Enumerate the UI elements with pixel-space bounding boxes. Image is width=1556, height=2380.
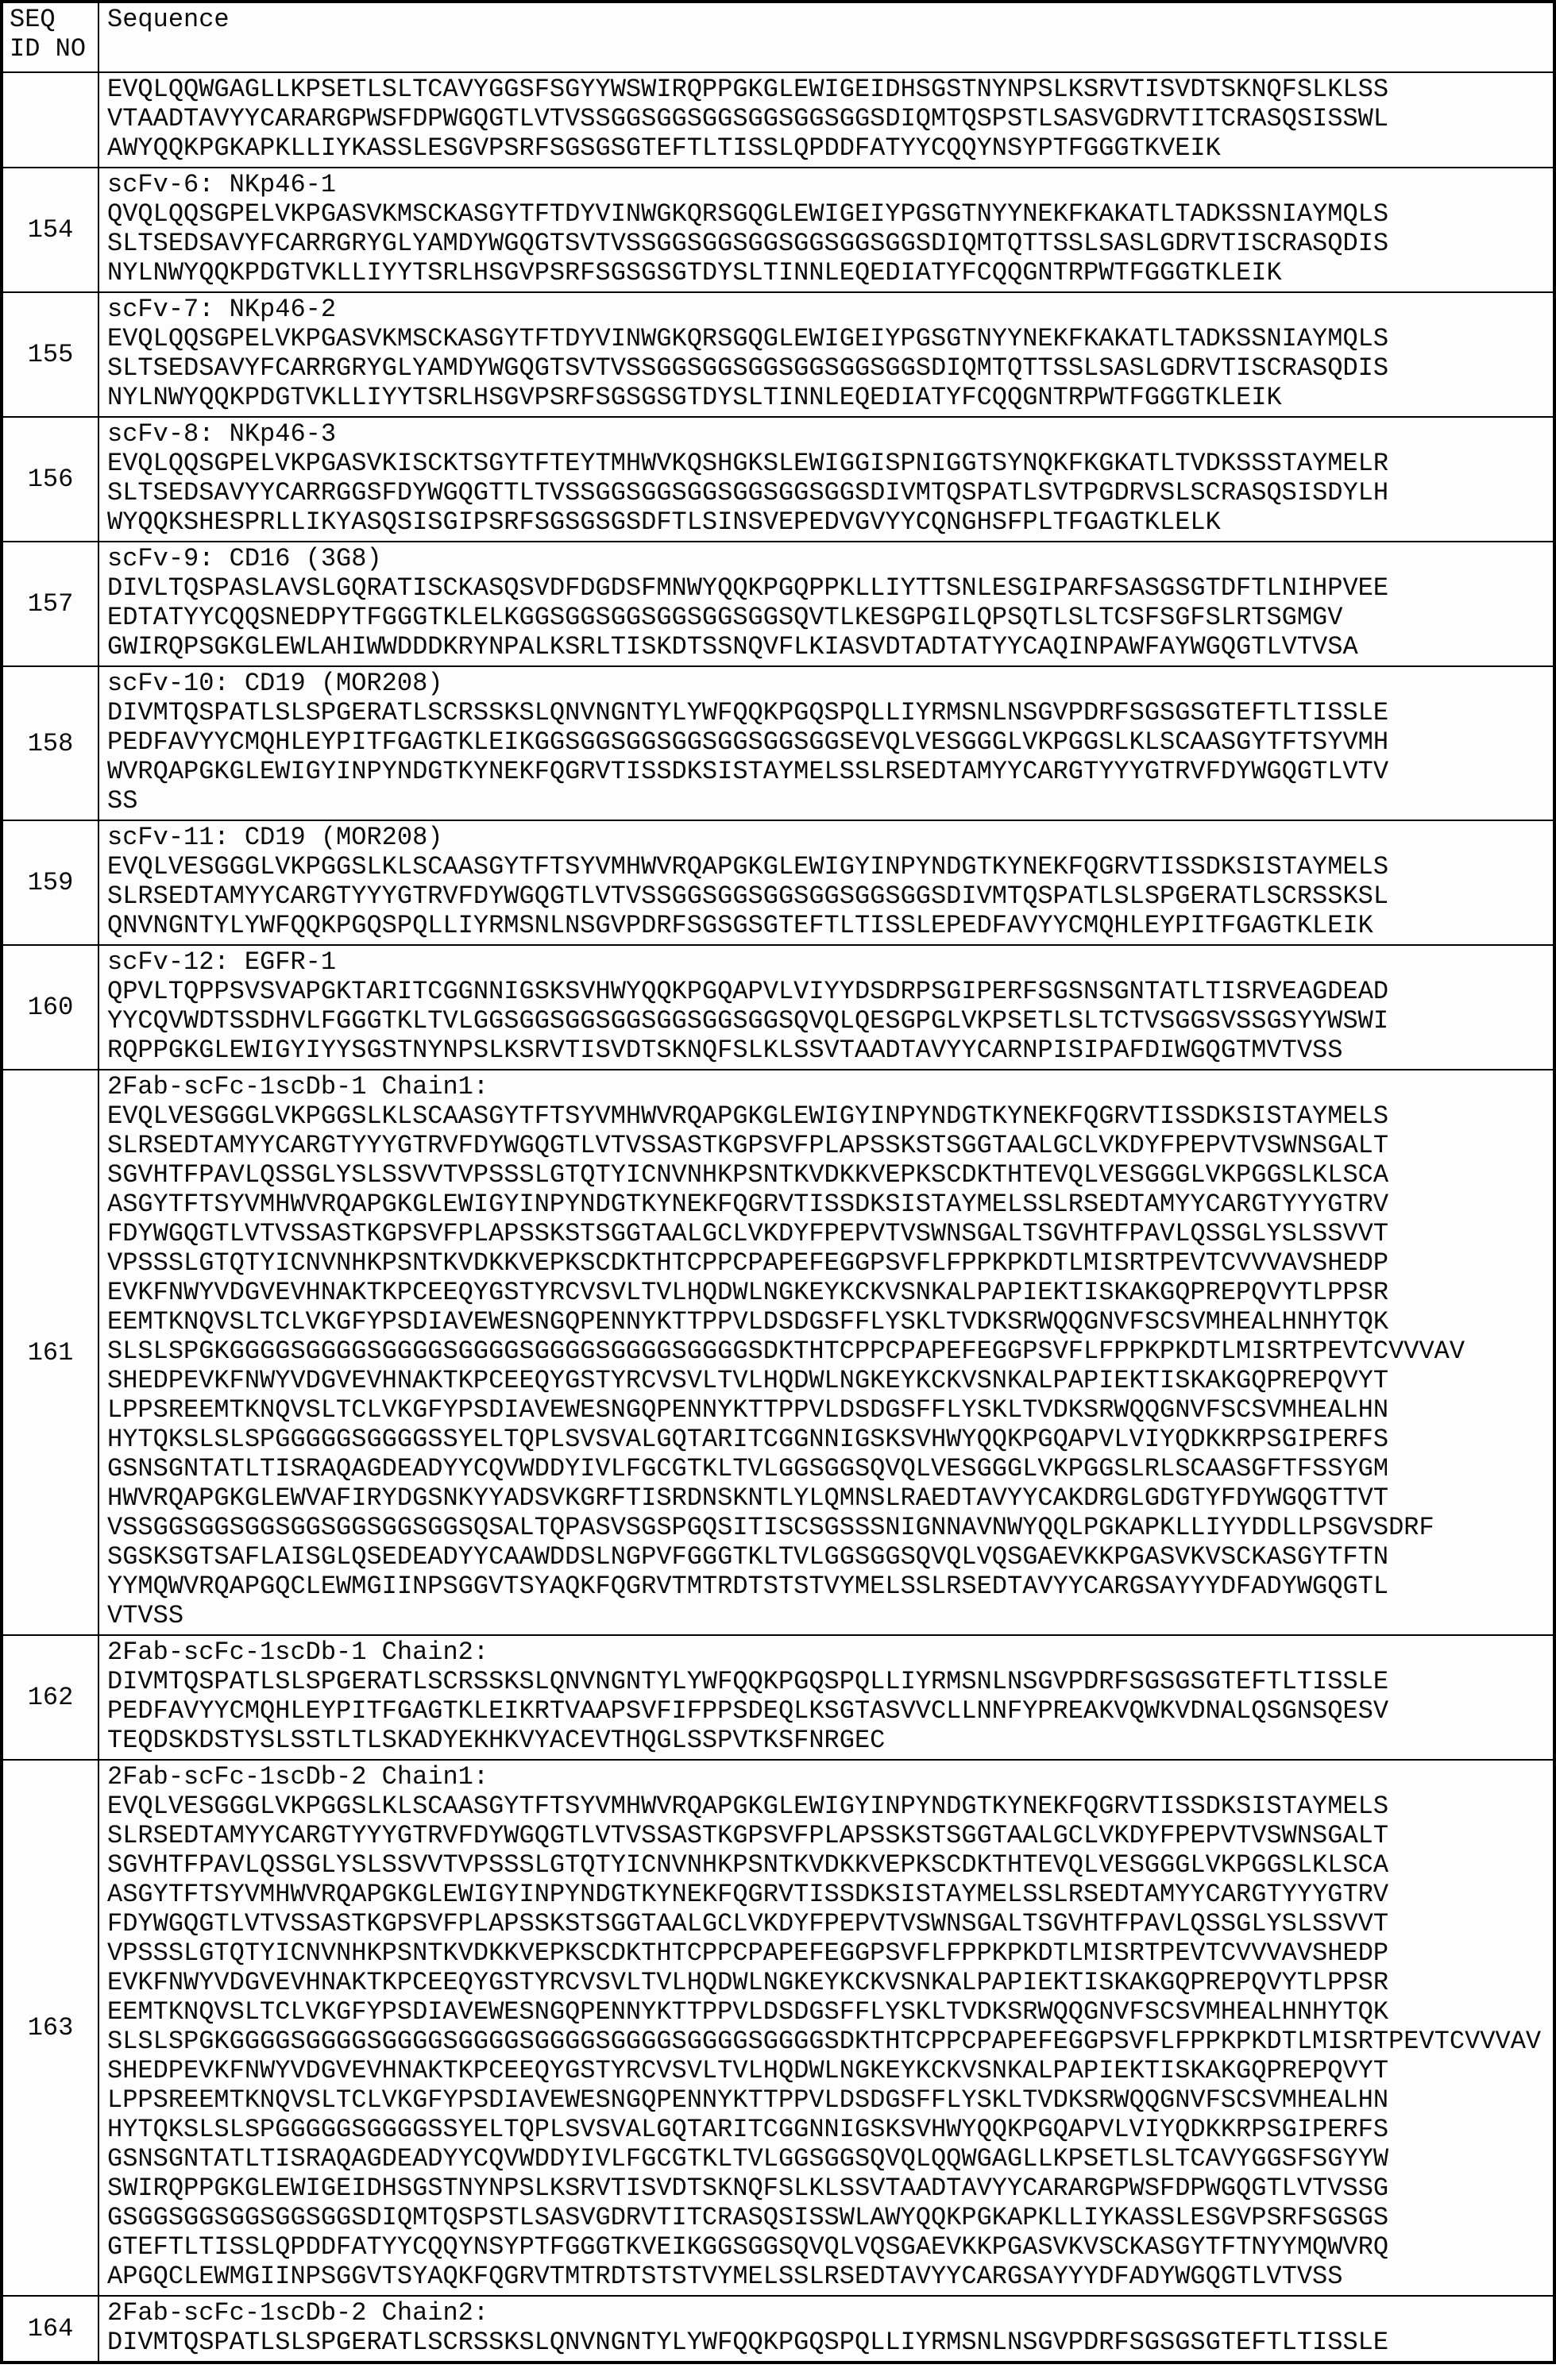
construct-label: scFv-8: NKp46-3 — [107, 419, 337, 449]
amino-acid-sequence: EVQLVESGGGLVKPGGSLKLSCAASGYTFTSYVMHWVRQAPGKGLEWIGYINPYNDGTKYNEKFQGRVTISSDKSISTAYMELS SLRSEDTAMYYCARGTYYYGTRVFDYWGQGTLVTVSSASTKGPSVFPLAPSSKSTSGGTAALGCLVKDYFPEPVTVSWNSGALT SGVHTFPAVLQSSGLYSLSSVVTVPSSSLGTQTYICNVNHKPSNTKVDKKVEPKSCDKTHTEVQLVESGGGLVKPGGSLKLSCA ASGYTFTSYVMHWVRQAPGKGLEWIGYINPYNDGTKYNEKFQGRVTISSDKSISTAYMELSSLRSEDTAMYYCARGTYYYGTRV FDYWGQGTLVTVSSASTKGPSVFPLAPSSKSTSGGTAALGCLVKDYFPEPVTVSWNSGALTSGVHTFPAVLQSSGLYSLSSVVT VPSSSLGTQTYICNVNHKPSNTKVDKKVEPKSCDKTHTCPPCPAPEFEGGPSVFLFPPKPKDTLMISRTPEVTCVVVAVSHEDP EVKFNWYVDGVEVHNAKTKPCEEQYGSTYRCVSVLTVLHQDWLNGKEYKCKVSNKALPAPIEKTISKAKGQPREPQVYTLPPSR EEMTKNQVSLTCLVKGFYPSDIAVEWESNGQPENNYKTTPPVLDSDGSFFLYSKLTVDKSRWQQGNVFSCSVMHEALHNHYTQK SLSLSPGKGGGGSGGGGSGGGGSGGGGSGGGGSGGGGSGGGGSGGGGSDKTHTCPPCPAPEFEGGPSVFLFPPKPKDTLMISRTPEVTCVVVAV SHEDPEVKFNWYVDGVEVHNAKTKPCEEQYGSTYRCVSVLTVLHQDWLNGKEYKCKVSNKALPAPIEKTISKAKGQPREPQVYT LPPSREEMTKNQVSLTCLVKGFYPSDIAVEWESNGQPENNYKTTPPVLDSDGSFFLYSKLTVDKSRWQQGNVFSCSVMHEALHN HYTQKSLSLSPGGGGGSGGGGSSYELTQPLSVSVALGQTARITCGGNNIGSKSVHWYQQKPGQAPVLVIYQDKKRPSGIPERFS GSNSGNTATLTISRAQAGDEADYYCQVWDDYIVLFGCGTKLTVLGGSGGSQVQLQQWGAGLLKPSETLSLTCAVYGGSFSGYYW SWIRQPPGKGLEWIGEIDHSGSTNYNPSLKSRVTISVDTSKNQFSLKLSSVTAADTAVYYCARARGPWSFDPWGQGTLVTVSSG GSGGSGGSGGSGGSGGSDIQMTQSPSTLSASVGDRVTITCRASQSISSWLAWYQQKPGKAPKLLIYKASSLESGVPSRFSGSGS GTEFTLTISSLQPDDFATYYCQQYNSYPTFGGGTKVEIKGGSGGSQVQLVQSGAEVKKPGASVKVSCKASGYTFTNYYMQWVRQ APGQCLEWMGIINPSGGVTSYAQKFQGRVTMTRDTSTSTVYMELSSLRSEDTAVYYCARGSAYYYDFADYWGQGTLVTVSS — [107, 1792, 1542, 2291]
construct-label: 2Fab-scFc-1scDb-2 Chain2: — [107, 2298, 489, 2328]
sequence-cell — [98, 542, 1554, 666]
sequence-row — [2, 1760, 1554, 2296]
construct-label: scFv-6: NKp46-1 — [107, 170, 337, 199]
sequence-cell — [98, 820, 1554, 945]
seq-id-column-header: SEQ ID NO — [2, 2, 98, 72]
sequence-cell — [98, 168, 1554, 292]
sequence-cell — [98, 1760, 1554, 2296]
amino-acid-sequence: QPVLTQPPSVSVAPGKTARITCGGNNIGSKSVHWYQQKPGQAPVLVIYYDSDRPSGIPERFSGSNSGNTATLTISRVEAGDEAD YYCQVWDTSSDHVLFGGGTKLTVLGGSGGSGGSGGSGGSGGSGGSQVQLQESGPGLVKPSETLSLTCTVSGGSVSSGSYYWSWI RQPPGKGLEWIGYIYYSGSTNYNPSLKSRVTISVDTSKNQFSLKLSSVTAADTAVYYCARNPISIPAFDIWGQGTMVTVSS — [107, 977, 1389, 1065]
sequence-row — [2, 1070, 1554, 1635]
construct-label: scFv-12: EGFR-1 — [107, 947, 337, 977]
amino-acid-sequence: DIVMTQSPATLSLSPGERATLSCRSSKSLQNVNGNTYLYWFQQKPGQSPQLLIYRMSNLNSGVPDRFSGSGSGTEFTLTISSLE PEDFAVYYCMQHLEYPITFGAGTKLEIKRTVAAPSVFIFPPSDEQLKSGTASVVCLLNNFYPREAKVQWKVDNALQSGNSQESV TEQDSKDSTYSLSSTLTLSKADYEKHKVYACEVTHQGLSSPVTKSFNRGEC — [107, 1667, 1389, 1755]
seq-id-cell: 162 — [2, 1635, 98, 1760]
seq-id-cell: 157 — [2, 542, 98, 666]
construct-label: scFv-11: CD19 (MOR208) — [107, 823, 443, 852]
sequence-cell — [98, 2296, 1554, 2363]
sequence-row — [2, 666, 1554, 820]
sequence-cell — [98, 666, 1554, 820]
sequence-row — [2, 1635, 1554, 1760]
amino-acid-sequence: EVQLQQSGPELVKPGASVKMSCKASGYTFTDYVINWGKQRSGQGLEWIGEIYPGSGTNYYNEKFKAKATLTADKSSNIAYMQLS SLTSEDSAVYFCARRGRYGLYAMDYWGQGTSVTVSSGGSGGSGGSGGSGGSGGSDIQMTQTTSSLSASLGDRVTISCRASQDIS NYLNWYQQKPDGTVKLLIYYTSRLHSGVPSRFSGSGSGTDYSLTINNLEQEDIATYFCQQGNTRPWTFGGGTKLEIK — [107, 324, 1389, 412]
amino-acid-sequence: EVQLVESGGGLVKPGGSLKLSCAASGYTFTSYVMHWVRQAPGKGLEWIGYINPYNDGTKYNEKFQGRVTISSDKSISTAYMELS SLRSEDTAMYYCARGTYYYGTRVFDYWGQGTLVTVSSASTKGPSVFPLAPSSKSTSGGTAALGCLVKDYFPEPVTVSWNSGALT SGVHTFPAVLQSSGLYSLSSVVTVPSSSLGTQTYICNVNHKPSNTKVDKKVEPKSCDKTHTEVQLVESGGGLVKPGGSLKLSCA ASGYTFTSYVMHWVRQAPGKGLEWIGYINPYNDGTKYNEKFQGRVTISSDKSISTAYMELSSLRSEDTAMYYCARGTYYYGTRV FDYWGQGTLVTVSSASTKGPSVFPLAPSSKSTSGGTAALGCLVKDYFPEPVTVSWNSGALTSGVHTFPAVLQSSGLYSLSSVVT VPSSSLGTQTYICNVNHKPSNTKVDKKVEPKSCDKTHTCPPCPAPEFEGGPSVFLFPPKPKDTLMISRTPEVTCVVVAVSHEDP EVKFNWYVDGVEVHNAKTKPCEEQYGSTYRCVSVLTVLHQDWLNGKEYKCKVSNKALPAPIEKTISKAKGQPREPQVYTLPPSR EEMTKNQVSLTCLVKGFYPSDIAVEWESNGQPENNYKTTPPVLDSDGSFFLYSKLTVDKSRWQQGNVFSCSVMHEALHNHYTQK SLSLSPGKGGGGSGGGGSGGGGSGGGGSGGGGSGGGGSGGGGSDKTHTCPPCPAPEFEGGPSVFLFPPKPKDTLMISRTPEVTCVVVAV SHEDPEVKFNWYVDGVEVHNAKTKPCEEQYGSTYRCVSVLTVLHQDWLNGKEYKCKVSNKALPAPIEKTISKAKGQPREPQVYT LPPSREEMTKNQVSLTCLVKGFYPSDIAVEWESNGQPENNYKTTPPVLDSDGSFFLYSKLTVDKSRWQQGNVFSCSVMHEALHN HYTQKSLSLSPGGGGGSGGGGSSYELTQPLSVSVALGQTARITCGGNNIGSKSVHWYQQKPGQAPVLVIYQDKKRPSGIPERFS GSNSGNTATLTISRAQAGDEADYYCQVWDDYIVLFGCGTKLTVLGGSGGSQVQLVESGGGLVKPGGSLRLSCAASGFTFSSYGM HWVRQAPGKGLEWVAFIRYDGSNKYYADSVKGRFTISRDNSKNTLYLQMNSLRAEDTAVYYCAKDRGLGDGTYFDYWGQGTTVT VSSGGSGGSGGSGGSGGSGGSGGSQSALTQPASVSGSPGQSITISCSGSSSNIGNNAVNWYQQLPGKAPKLLIYYDDLLPSGVSDRF SGSKSGTSAFLAISGLQSEDEADYYCAAWDDSLNGPVFGGGTKLTVLGGSGGSQVQLVQSGAEVKKPGASVKVSCKASGYTFTN YYMQWVRQAPGQCLEWMGIINPSGGVTSYAQKFQGRVTMTRDTSTSTVYMELSSLRSEDTAVYYCARGSAYYYDFADYWGQGTL VTVSS — [107, 1101, 1465, 1630]
construct-label: 2Fab-scFc-1scDb-1 Chain1: — [107, 1072, 489, 1101]
amino-acid-sequence: EVQLQQSGPELVKPGASVKISCKTSGYTFTEYTMHWVKQSHGKSLEWIGGISPNIGGTSYNQKFKGKATLTVDKSSSTAYMELR SLTSEDSAVYYCARRGGSFDYWGQGTTLTVSSGGSGGSGGSGGSGGSGGSDIVMTQSPATLSVTPGDRVSLSCRASQSISDYLH WYQQKSHESPRLLIKYASQSISGIPSRFSGSGSGSDFTLSINSVEPEDVGVYYCQNGHSFPLTFGAGTKLELK — [107, 449, 1389, 537]
sequence-cell — [98, 417, 1554, 542]
seq-id-cell: 156 — [2, 417, 98, 542]
construct-label: scFv-9: CD16 (3G8) — [107, 544, 382, 573]
amino-acid-sequence: DIVMTQSPATLSLSPGERATLSCRSSKSLQNVNGNTYLYWFQQKPGQSPQLLIYRMSNLNSGVPDRFSGSGSGTEFTLTISSLE PEDFAVYYCMQHLEYPITFGAGTKLEIKGGSGGSGGSGGSGGSGGSGGSEVQLVESGGGLVKPGGSLKLSCAASGYTFTSYVMH WVRQAPGKGLEWIGYINPYNDGTKYNEKFQGRVTISSDKSISTAYMELSSLRSEDTAMYYCARGTYYYGTRVFDYWGQGTLVTV SS — [107, 698, 1389, 816]
seq-id-cell — [2, 72, 98, 168]
sequence-row — [2, 417, 1554, 542]
sequence-cell — [98, 72, 1554, 168]
sequence-cell — [98, 292, 1554, 417]
header-row — [2, 2, 1554, 72]
sequence-row — [2, 2296, 1554, 2363]
sequence-row — [2, 542, 1554, 666]
seq-id-cell: 164 — [2, 2296, 98, 2363]
sequence-row — [2, 168, 1554, 292]
construct-label: scFv-10: CD19 (MOR208) — [107, 669, 443, 698]
seq-id-cell: 158 — [2, 666, 98, 820]
seq-id-cell: 163 — [2, 1760, 98, 2296]
sequence-column-header: Sequence — [98, 2, 1554, 72]
sequence-cell — [98, 1635, 1554, 1760]
sequence-row — [2, 820, 1554, 945]
amino-acid-sequence: EVQLVESGGGLVKPGGSLKLSCAASGYTFTSYVMHWVRQAPGKGLEWIGYINPYNDGTKYNEKFQGRVTISSDKSISTAYMELS SLRSEDTAMYYCARGTYYYGTRVFDYWGQGTLVTVSSGGSGGSGGSGGSGGSGGSDIVMTQSPATLSLSPGERATLSCRSSKSL QNVNGNTYLYWFQQKPGQSPQLLIYRMSNLNSGVPDRFSGSGSGTEFTLTISSLEPEDFAVYYCMQHLEYPITFGAGTKLEIK — [107, 852, 1389, 940]
seq-id-cell: 159 — [2, 820, 98, 945]
sequence-row — [2, 292, 1554, 417]
table-body — [2, 72, 1554, 2363]
amino-acid-sequence: DIVMTQSPATLSLSPGERATLSCRSSKSLQNVNGNTYLYWFQQKPGQSPQLLIYRMSNLNSGVPDRFSGSGSGTEFTLTISSLE — [107, 2328, 1389, 2357]
sequence-row — [2, 945, 1554, 1070]
amino-acid-sequence: EVQLQQWGAGLLKPSETLSLTCAVYGGSFSGYYWSWIRQPPGKGLEWIGEIDHSGSTNYNPSLKSRVTISVDTSKNQFSLKLSS VTAADTAVYYCARARGPWSFDPWGQGTLVTVSSGGSGGSGGSGGSGGSGGSDIQMTQSPSTLSASVGDRVTITCRASQSISSWL AWYQQKPGKAPKLLIYKASSLESGVPSRFSGSGSGTEFTLTISSLQPDDFATYYCQQYNSYPTFGGGTKVEIK — [107, 75, 1389, 163]
amino-acid-sequence: DIVLTQSPASLAVSLGQRATISCKASQSVDFDGDSFMNWYQQKPGQPPKLLIYTTSNLESGIPARFSASGSGTDFTLNIHPVEE EDTATYYCQQSNEDPYTFGGGTKLELKGGSGGSGGSGGSGGSGGSQVTLKESGPGILQPSQTLSLTCSFSGFSLRTSGMGV GWIRQPSGKGLEWLAHIWWDDDKRYNPALKSRLTISKDTSSNQVFLKIASVDTADTATYYCAQINPAWFAYWGQGTLVTVSA — [107, 573, 1389, 662]
amino-acid-sequence: QVQLQQSGPELVKPGASVKMSCKASGYTFTDYVINWGKQRSGQGLEWIGEIYPGSGTNYYNEKFKAKATLTADKSSNIAYMQLS SLTSEDSAVYFCARRGRYGLYAMDYWGQGTSVTVSSGGSGGSGGSGGSGGSGGSDIQMTQTTSSLSASLGDRVTISCRASQDIS NYLNWYQQKPDGTVKLLIYYTSRLHSGVPSRFSGSGSGTDYSLTINNLEQEDIATYFCQQGNTRPWTFGGGTKLEIK — [107, 199, 1389, 287]
seq-id-cell: 155 — [2, 292, 98, 417]
sequence-cell — [98, 1070, 1554, 1635]
construct-label: 2Fab-scFc-1scDb-2 Chain1: — [107, 1762, 489, 1792]
seq-id-cell: 160 — [2, 945, 98, 1070]
sequence-cell — [98, 945, 1554, 1070]
seq-id-cell: 154 — [2, 168, 98, 292]
seq-id-cell: 161 — [2, 1070, 98, 1635]
sequence-row — [2, 72, 1554, 168]
construct-label: 2Fab-scFc-1scDb-1 Chain2: — [107, 1637, 489, 1667]
construct-label: scFv-7: NKp46-2 — [107, 295, 337, 324]
